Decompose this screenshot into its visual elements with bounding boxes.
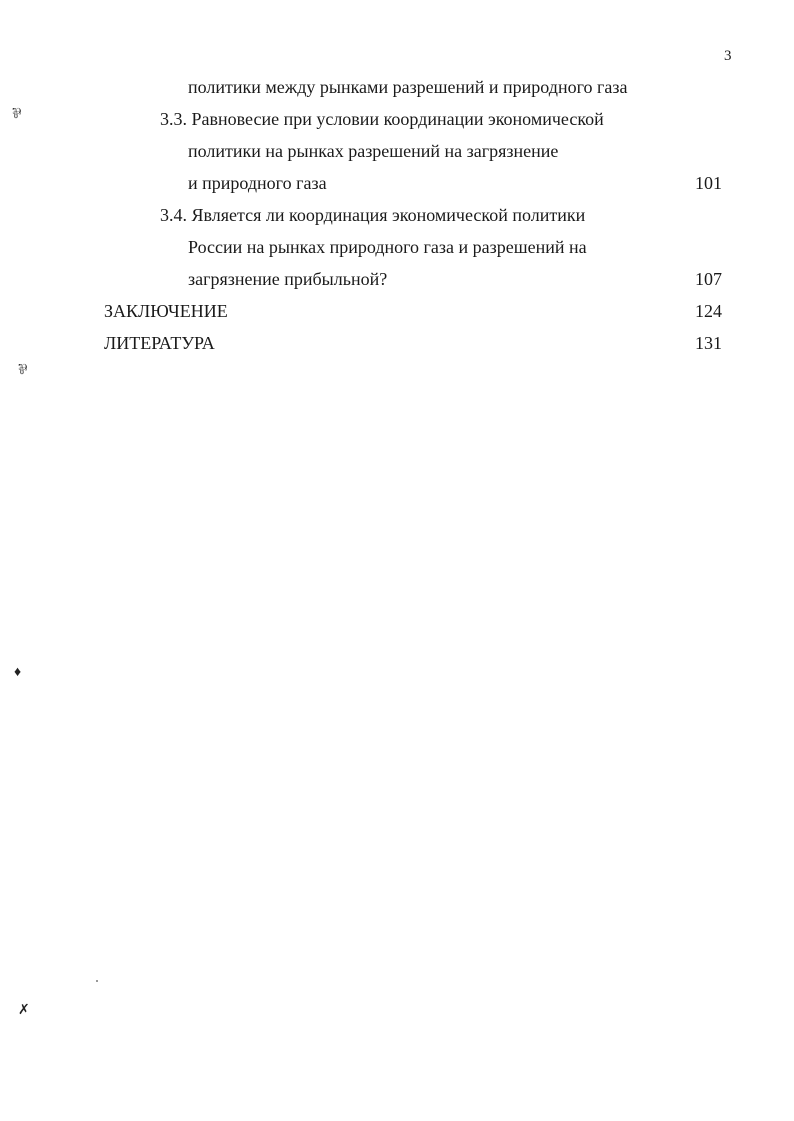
toc-entry-continuation: политики между рынками разрешений и природного газа [188, 77, 628, 97]
scan-mark-3: ♦ [14, 665, 22, 680]
scan-speck [96, 980, 98, 982]
toc-entry-conclusion-page: 124 [695, 301, 722, 321]
toc-entry-3-4-page: 107 [695, 269, 722, 289]
scan-mark-1: ⅌ [12, 107, 22, 122]
toc-entry-3-3-title: 3.3. Равновесие при условии координации экономической [160, 109, 604, 129]
scan-mark-4: ✗ [18, 1003, 30, 1018]
toc-entry-3-4-title: 3.4. Является ли координация экономической политики [160, 205, 586, 225]
toc-entry-3-4-line2: России на рынках природного газа и разрешений на [188, 237, 587, 257]
page-number: 3 [724, 48, 732, 64]
toc-entry-3-3-line3: и природного газа [188, 173, 327, 193]
toc-entry-3-4-line3: загрязнение прибыльной? [188, 269, 388, 289]
scan-mark-2: ⅌ [18, 363, 28, 378]
toc-entry-literature-page: 131 [695, 333, 722, 353]
toc-entry-3-3-page: 101 [695, 173, 722, 193]
toc-entry-3-3-line2: политики на рынках разрешений на загрязнение [188, 141, 559, 161]
toc-entry-literature: ЛИТЕРАТУРА [104, 333, 215, 353]
toc-entry-conclusion: ЗАКЛЮЧЕНИЕ [104, 301, 228, 321]
